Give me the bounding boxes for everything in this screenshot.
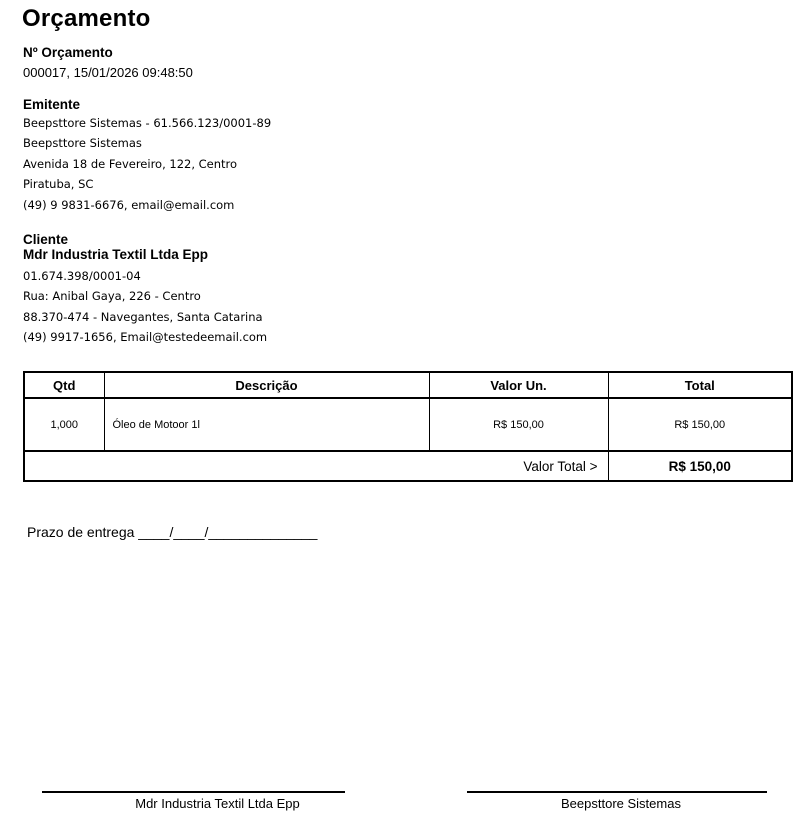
emitente-line: (49) 9 9831-6676, email@email.com (23, 197, 235, 212)
cliente-line: (49) 9917-1656, Email@testedeemail.com (23, 330, 268, 345)
table-row (24, 398, 792, 451)
emitente-line: Beepsttore Sistemas - 61.566.123/0001-89 (23, 116, 272, 130)
items-table (23, 371, 793, 482)
cliente-heading: Cliente (23, 232, 69, 247)
cliente-details (23, 266, 267, 348)
cliente-line: 01.674.398/0001-04 (23, 269, 141, 283)
col-header-qtd: Qtd (24, 372, 104, 398)
item-descricao: Óleo de Motoor 1l (104, 398, 429, 451)
emitente-line: Avenida 18 de Fevereiro, 122, Centro (23, 156, 238, 171)
valor-total-value: R$ 150,00 (608, 451, 792, 481)
emitente-line: Beepsttore Sistemas (23, 136, 142, 151)
signature-name-emitente: Beepsttore Sistemas (561, 796, 681, 811)
signature-line (467, 791, 767, 793)
page-title: Orçamento (22, 5, 151, 32)
order-number-heading: Nº Orçamento (23, 45, 113, 60)
signature-block-cliente (42, 791, 345, 811)
col-header-valor-un: Valor Un. (429, 372, 608, 398)
item-valor-un: R$ 150,00 (429, 398, 608, 451)
col-header-total: Total (608, 372, 792, 398)
col-header-descricao: Descrição (104, 372, 429, 398)
cliente-line: 88.370-474 - Navegantes, Santa Catarina (23, 309, 263, 324)
emitente-line: Piratuba, SC (23, 177, 94, 192)
emitente-heading: Emitente (23, 97, 81, 112)
cliente-line: Rua: Anibal Gaya, 226 - Centro (23, 289, 201, 304)
signature-name-cliente: Mdr Industria Textil Ltda Epp (135, 796, 300, 811)
prazo-de-entrega-line: Prazo de entrega ____/____/______________ (27, 524, 318, 540)
signature-block-emitente (467, 791, 767, 811)
signature-line (42, 791, 345, 793)
items-table-header-row (24, 372, 792, 398)
cliente-name: Mdr Industria Textil Ltda Epp (23, 247, 209, 262)
emitente-details (23, 113, 271, 215)
table-footer-row (24, 451, 792, 481)
order-number-value: 000017, 15/01/2026 09:48:50 (23, 65, 193, 80)
item-qtd: 1,000 (24, 398, 104, 451)
valor-total-label: Valor Total > (24, 451, 608, 481)
item-total: R$ 150,00 (608, 398, 792, 451)
